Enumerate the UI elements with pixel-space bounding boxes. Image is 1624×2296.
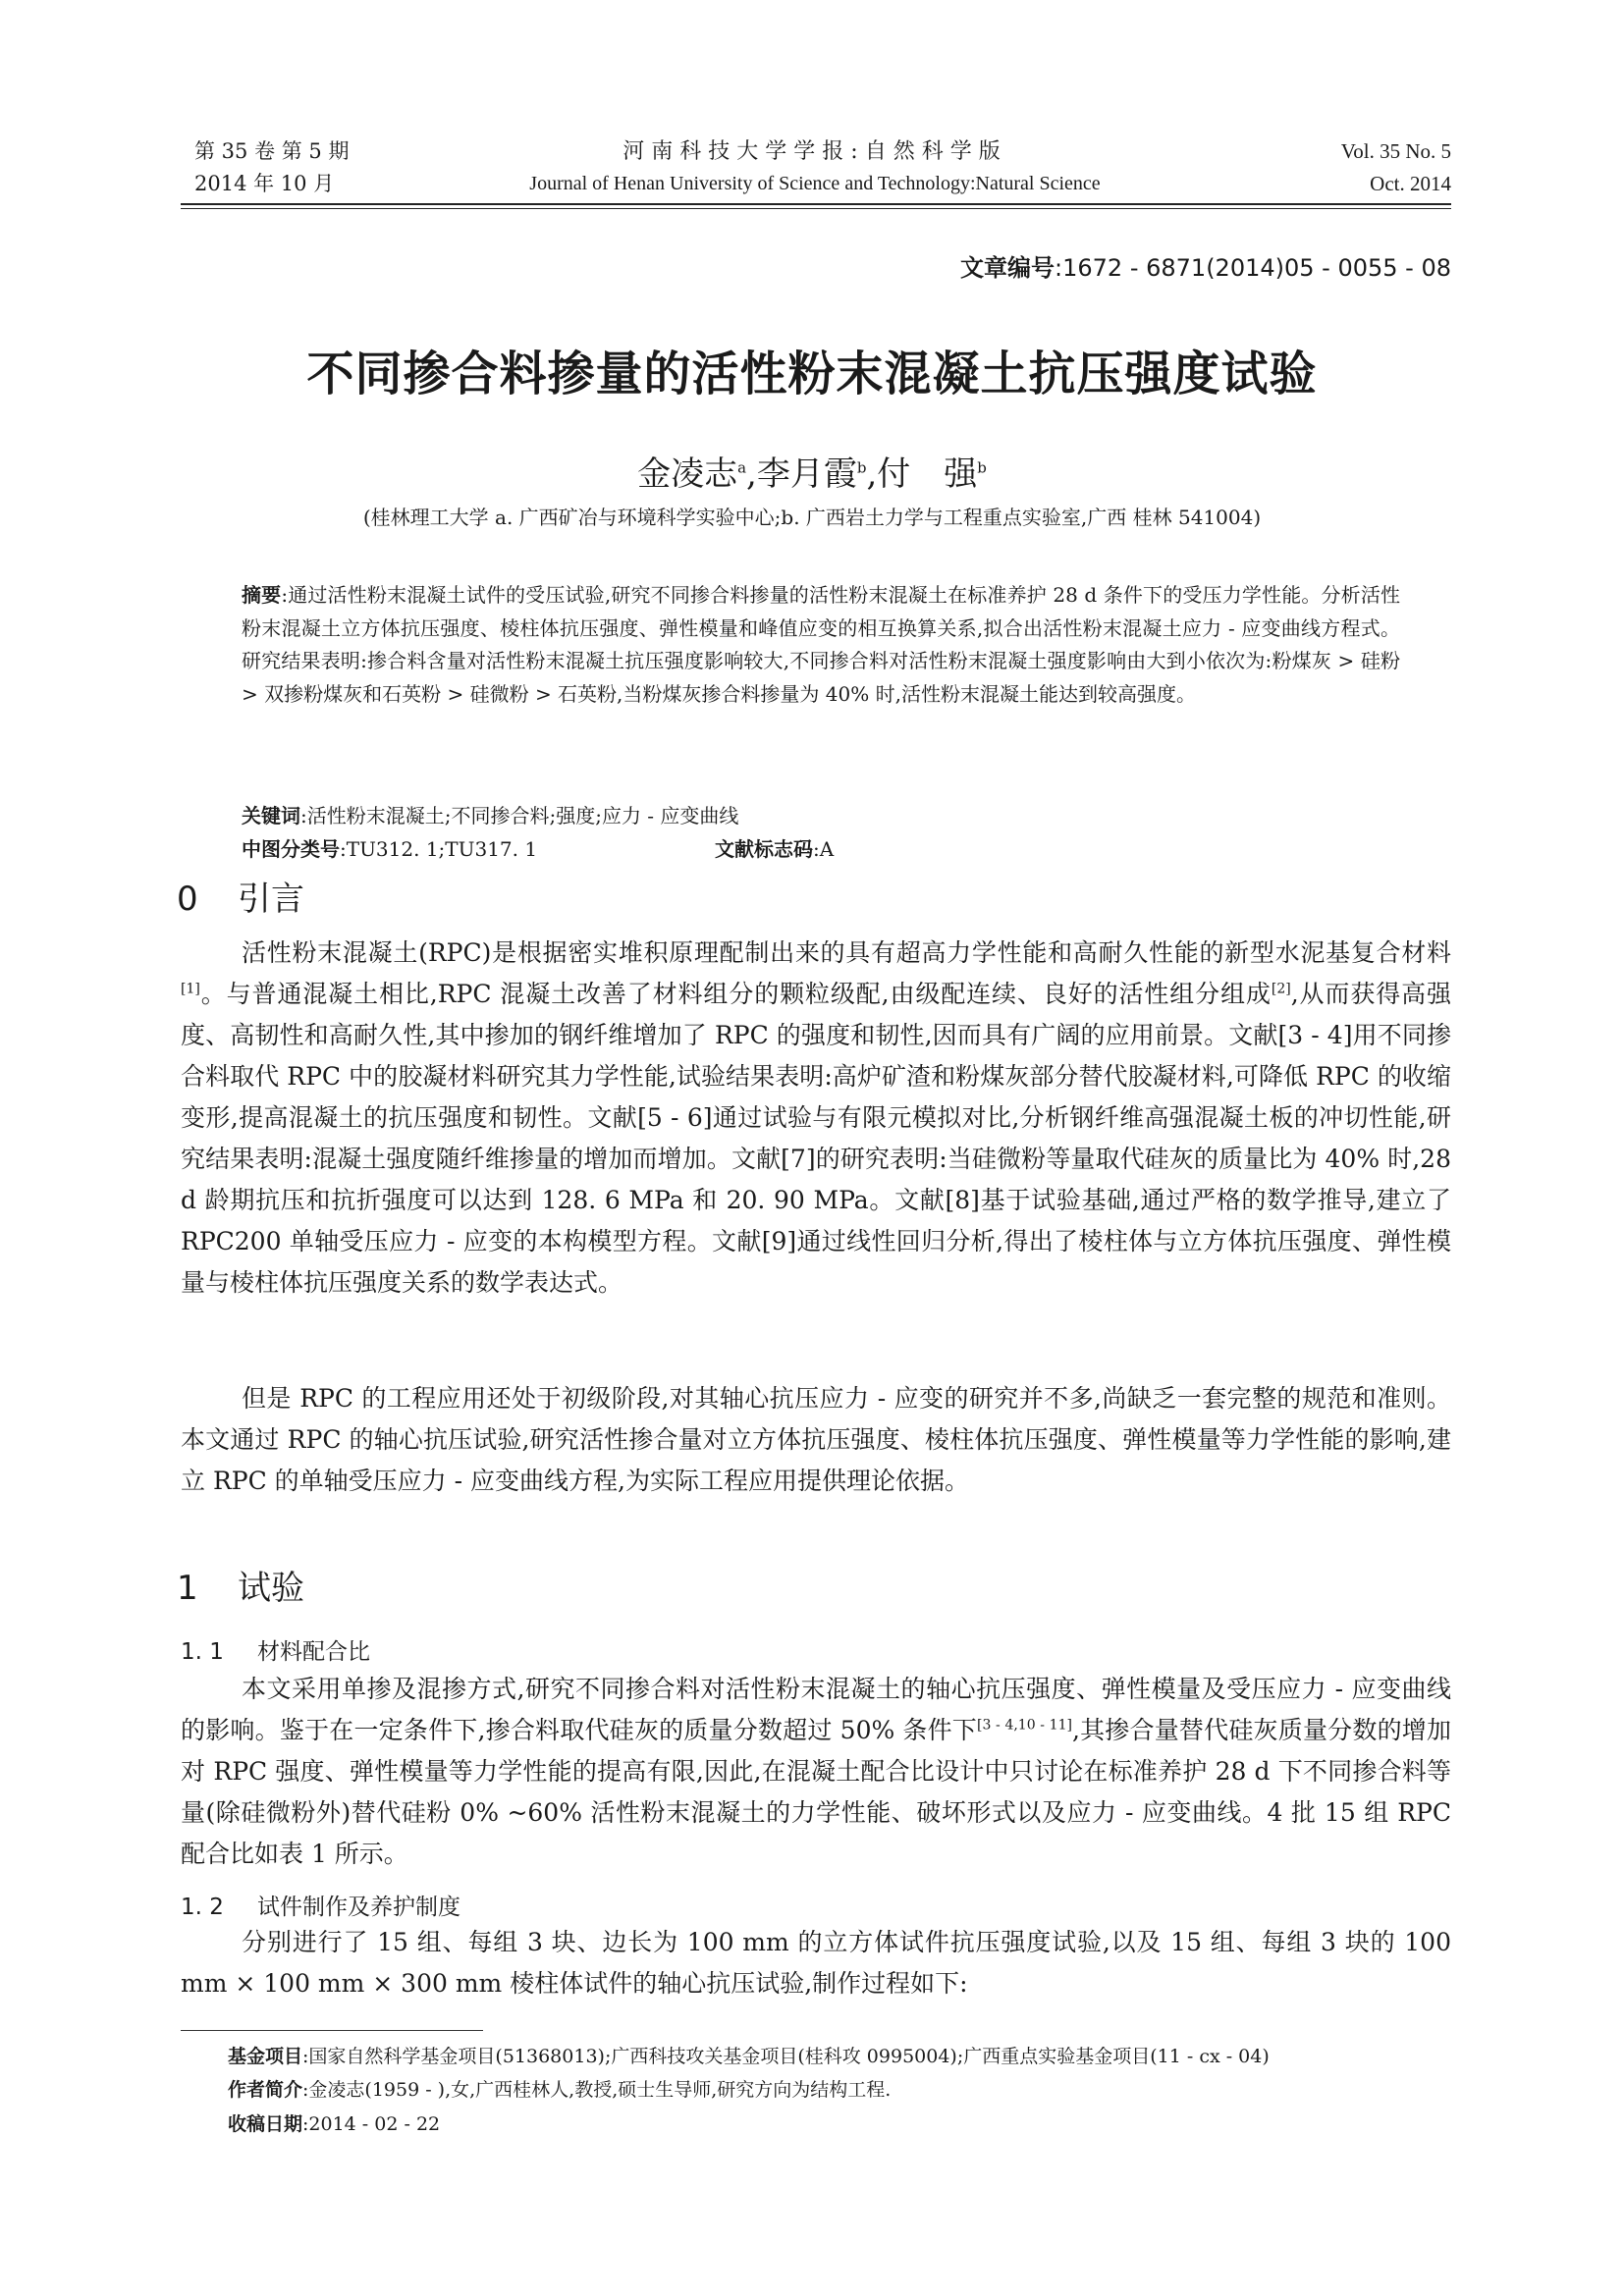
subsection-title: 材料配合比 xyxy=(257,1639,370,1665)
author-list xyxy=(0,447,1624,495)
volume-date: Oct. 2014 xyxy=(1370,172,1451,195)
section-heading-experiment xyxy=(177,1561,304,1609)
paper-title: 不同掺合料掺量的活性粉末混凝土抗压强度试验 xyxy=(306,347,1318,401)
volume-issue: 第 35 卷 第 5 期 xyxy=(194,139,350,163)
footnote-rule xyxy=(181,2030,483,2031)
section-number: 0 xyxy=(177,880,198,919)
citation[interactable]: [2] xyxy=(1271,981,1291,997)
footnote-received-date xyxy=(228,2108,1451,2141)
funding-text: :国家自然科学基金项目(51368013);广西科技攻关基金项目(桂科攻 0995004);广西重点实验基金项目(11 - cx - 04) xyxy=(302,2046,1270,2067)
section-heading-introduction xyxy=(177,872,304,920)
abstract xyxy=(242,579,1400,711)
subsection-title: 试件制作及养护制度 xyxy=(257,1895,460,1920)
keywords-text: :活性粉末混凝土;不同掺合料;强度;应力 - 应变曲线 xyxy=(300,804,739,828)
running-header-journal xyxy=(393,135,1237,200)
article-number-label: 文章编号 xyxy=(960,254,1056,282)
author-bio-text: :金凌志(1959 - ),女,广西桂林人,教授,硕士生导师,研究方向为结构工程. xyxy=(302,2079,892,2101)
abstract-label: 摘要 xyxy=(242,583,282,607)
section-title: 引言 xyxy=(238,880,304,919)
author-name: 李月霞 xyxy=(756,454,857,494)
issue-date: 2014 年 10 月 xyxy=(194,172,335,195)
subsection-number: 1. 2 xyxy=(181,1895,224,1920)
clc-label: 中图分类号 xyxy=(242,836,340,861)
classification xyxy=(242,833,1400,867)
specimen-paragraph: 分别进行了 15 组、每组 3 块、边长为 100 mm 的立方体试件抗压强度试验,以及 15 组、每组 3 块的 100 mm × 100 mm × 300 mm 棱柱体试件的轴心抗压试验,制作过程如下: xyxy=(181,1928,1451,1998)
section-number: 1 xyxy=(177,1569,198,1608)
author-separator: , xyxy=(866,454,878,494)
volume-number: Vol. 35 No. 5 xyxy=(1340,139,1451,163)
journal-name-cn: 河南科技大学学报:自然科学版 xyxy=(623,139,1007,164)
abstract-text: :通过活性粉末混凝土试件的受压试验,研究不同掺合料掺量的活性粉末混凝土在标准养护 28 d 条件下的受压力学性能。分析活性粉末混凝土立方体抗压强度、棱柱体抗压强度、弹性模量和峰值应变的相互换算关系,拟合出活性粉末混凝土应力 - 应变曲线方程式。研究结果表明:掺合料含量对活性粉末混凝土抗压强度影响较大,不同掺合料对活性粉末混凝土强度影响由大到小依次为:粉煤灰 > 硅粉 > 双掺粉煤灰和石英粉 > 硅微粉 > 石英粉,当粉煤灰掺合料掺量为 40% 时,活性粉末混凝土能达到较高强度。 xyxy=(242,583,1401,706)
paragraph-text: ,从而获得高强度、高韧性和高耐久性,其中掺加的钢纤维增加了 RPC 的强度和韧性,因而具有广阔的应用前景。文献[3 - 4]用不同掺合料取代 RPC 中的胶凝材料研究其力学性能,试验结果表明:高炉矿渣和粉煤灰部分替代胶凝材料,可降低 RPC 的收缩变形,提高混凝土的抗压强度和韧性。文献[5 - 6]通过试验与有限元模拟对比,分析钢纤维高强混凝土板的冲切性能,研究结果表明:混凝土强度随纤维掺量的增加而增加。文献[7]的研究表明:当硅微粉等量取代硅灰的质量比为 40% 时,28 d 龄期抗压和抗折强度可以达到 128. 6 MPa 和 20. 90 MPa。文献[8]基于试验基础,通过严格的数学推导,建立了 RPC200 单轴受压应力 - 应变的本构模型方程。文献[9]通过线性回归分析,得出了棱柱体与立方体抗压强度、弹性模量与棱柱体抗压强度关系的数学表达式。 xyxy=(181,980,1451,1297)
received-text: :2014 - 02 - 22 xyxy=(302,2113,441,2135)
article-number xyxy=(960,248,1451,283)
paragraph-text: 本文采用单掺及混掺方式,研究不同掺合料对活性粉末混凝土的轴心抗压强度、弹性模量及受压应力 - 应变曲线的影响。鉴于在一定条件下,掺合料取代硅灰的质量分数超过 50% 条件下 xyxy=(181,1675,1451,1744)
keywords-label: 关键词 xyxy=(242,804,300,828)
subsection-heading-specimen xyxy=(181,1889,460,1921)
footnote-author-bio xyxy=(228,2073,1451,2107)
subsection-heading-mix-ratio xyxy=(181,1633,370,1666)
keywords-block xyxy=(242,800,1400,866)
intro-paragraph-1 xyxy=(181,933,1451,1304)
doc-code-label: 文献标志码 xyxy=(715,836,813,861)
running-header-issue xyxy=(194,135,349,200)
running-header-volume xyxy=(1341,135,1451,200)
mix-ratio-paragraph xyxy=(181,1669,1451,1875)
citation[interactable]: [3 - 4,10 - 11] xyxy=(977,1717,1072,1734)
section-title: 试验 xyxy=(238,1569,304,1608)
intro-paragraph-2: 但是 RPC 的工程应用还处于初级阶段,对其轴心抗压应力 - 应变的研究并不多,尚缺乏一套完整的规范和准则。本文通过 RPC 的轴心抗压试验,研究活性掺合量对立方体抗压强度、棱柱体抗压强度、弹性模量等力学性能的影响,建立 RPC 的单轴受压应力 - 应变曲线方程,为实际工程应用提供理论依据。 xyxy=(181,1384,1451,1495)
footnote-funding xyxy=(228,2040,1451,2073)
author-name: 金凌志 xyxy=(637,454,738,494)
citation[interactable]: [1] xyxy=(181,981,200,997)
author-affiliation-mark: b xyxy=(856,458,867,477)
keywords xyxy=(242,800,1400,833)
header-rule-thin xyxy=(181,208,1451,209)
paragraph-text: 。与普通混凝土相比,RPC 混凝土改善了材料组分的颗粒级配,由级配连续、良好的活性组分组成 xyxy=(199,980,1272,1008)
author-bio-label: 作者简介 xyxy=(228,2079,303,2101)
clc-value: :TU312. 1;TU317. 1 xyxy=(340,836,538,861)
doc-code-value: :A xyxy=(813,836,835,861)
paragraph-text: 活性粉末混凝土(RPC)是根据密实堆积原理配制出来的具有超高力学性能和高耐久性能的新型水泥基复合材料 xyxy=(242,938,1451,967)
received-label: 收稿日期 xyxy=(228,2113,303,2135)
author-affiliation-mark: b xyxy=(977,458,987,477)
journal-name-en: Journal of Henan University of Science and Technology:Natural Science xyxy=(529,173,1101,194)
author-name: 付 强 xyxy=(877,454,978,494)
paragraph-text: ,其掺合量替代硅灰质量分数的增加对 RPC 强度、弹性模量等力学性能的提高有限,因此,在混凝土配合比设计中只讨论在标准养护 28 d 下不同掺合料等量(除硅微粉外)替代硅粉 0% ~60% 活性粉末混凝土的力学性能、破坏形式以及应力 - 应变曲线。4 批 15 组 RPC 配合比如表 1 所示。 xyxy=(181,1716,1451,1868)
affiliation: (桂林理工大学 a. 广西矿冶与环境科学实验中心;b. 广西岩土力学与工程重点实验室,广西 桂林 541004) xyxy=(362,506,1262,529)
author-affiliation-mark: a xyxy=(737,458,747,477)
header-rule xyxy=(181,203,1451,205)
author-separator: , xyxy=(746,454,757,494)
funding-label: 基金项目 xyxy=(228,2046,303,2067)
article-number-value: :1672 - 6871(2014)05 - 0055 - 08 xyxy=(1055,254,1451,282)
subsection-number: 1. 1 xyxy=(181,1639,224,1665)
